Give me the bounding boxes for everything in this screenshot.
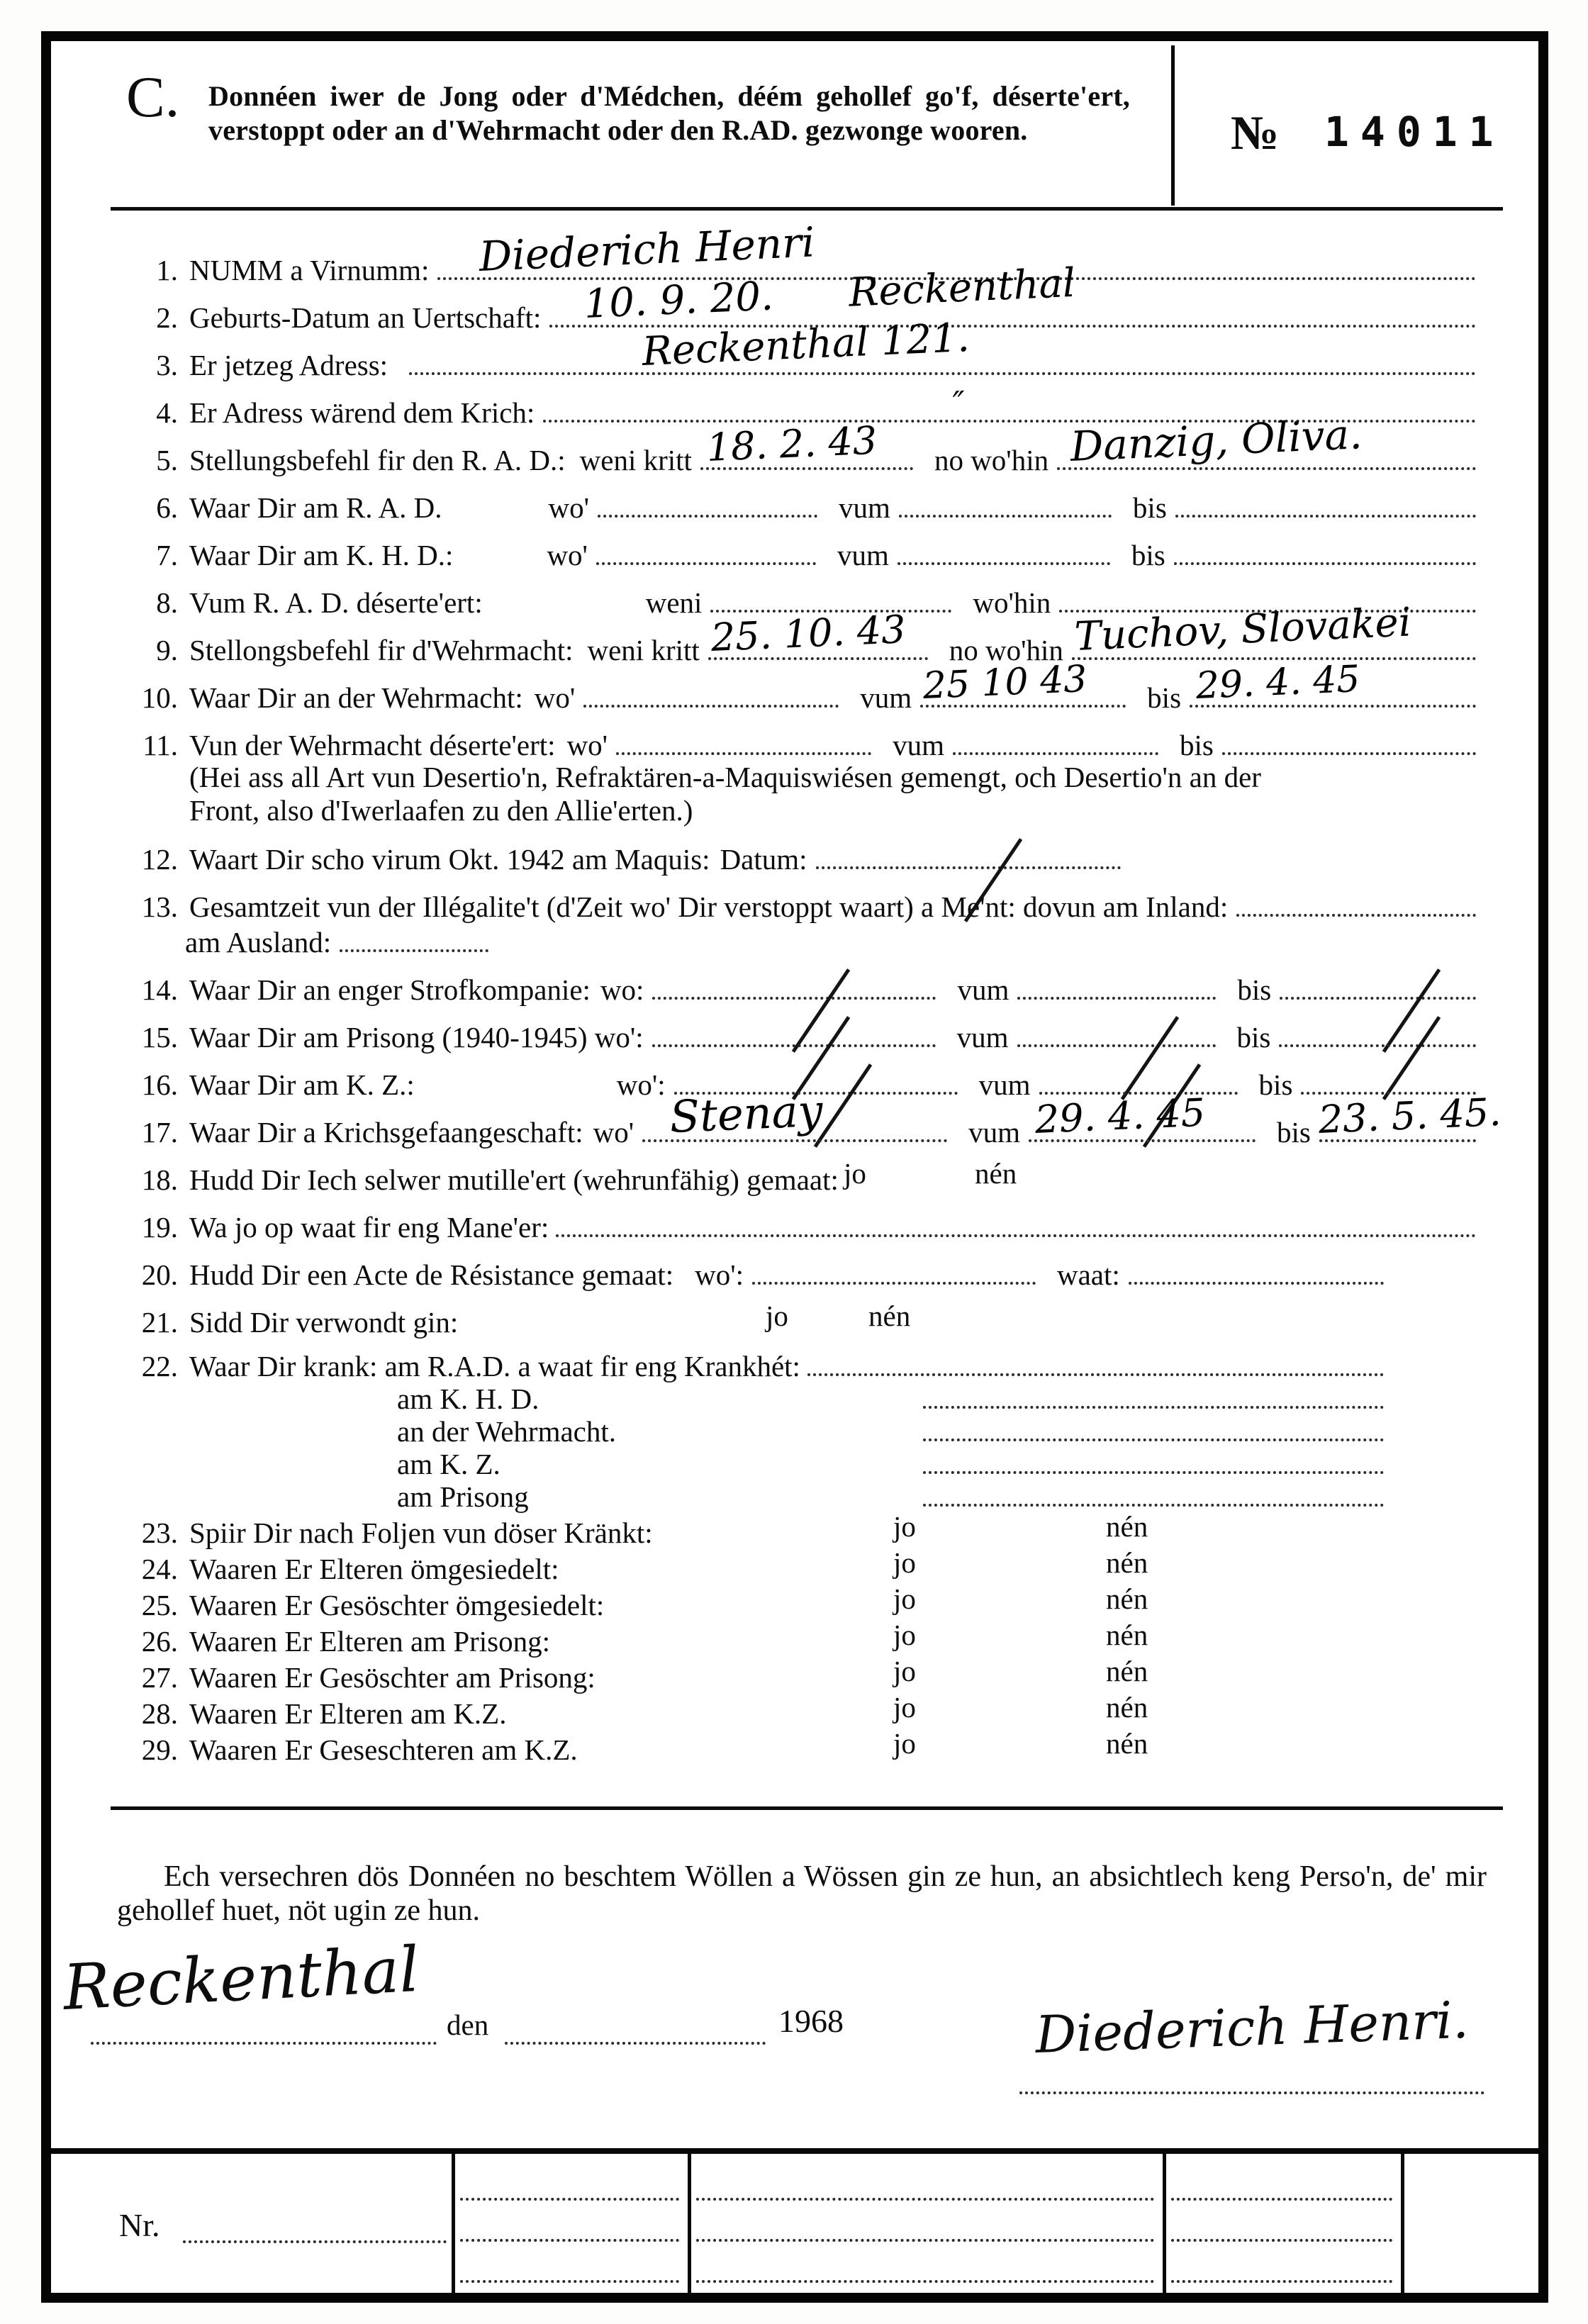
question-label: Er jetzeg Adress: xyxy=(189,348,388,381)
footer-table-dotted-line[interactable] xyxy=(696,2239,1154,2242)
answer-option-nn[interactable]: nén xyxy=(1106,1691,1148,1724)
dotted-fill-line[interactable] xyxy=(652,988,936,1000)
inline-label: bis xyxy=(1179,728,1214,761)
question-number: 23. xyxy=(141,1516,178,1549)
form-subrow xyxy=(117,1414,1482,1447)
form-row-29 xyxy=(117,1729,1482,1765)
question-sublabel: am K. Z. xyxy=(397,1447,501,1480)
dotted-fill-line[interactable] xyxy=(598,506,817,518)
question-number: 24. xyxy=(141,1552,178,1585)
question-number: 15. xyxy=(141,1020,178,1054)
footer-table-vline xyxy=(1163,2154,1166,2293)
question-label: Waar Dir am K. Z.: xyxy=(189,1068,415,1101)
dotted-fill-line[interactable] xyxy=(807,1365,1384,1376)
inline-label: wo'hin xyxy=(973,586,1051,619)
place-signature-line[interactable] xyxy=(91,2042,437,2045)
dotted-fill-line[interactable] xyxy=(920,657,1126,708)
dotted-fill-line[interactable] xyxy=(549,259,1476,328)
form-row-12 xyxy=(117,827,1482,875)
question-number: 1. xyxy=(156,253,178,286)
question-label: Waar Dir an enger Strofkompanie: xyxy=(189,973,591,1006)
inline-label: wo' xyxy=(547,538,588,571)
inline-label: wo' xyxy=(593,1115,634,1149)
handwritten-entry: 10. 9. 20. Reckenthal xyxy=(583,259,1077,328)
inline-label: bis xyxy=(1131,538,1165,571)
question-number: 22. xyxy=(141,1349,178,1382)
handwritten-entry: Reckenthal 121. xyxy=(641,314,971,375)
question-number: 6. xyxy=(156,491,178,524)
question-label: Waaren Er Elteren am Prisong: xyxy=(189,1624,551,1658)
answer-option-nn[interactable]: nén xyxy=(868,1300,911,1332)
answer-option-nn[interactable]: nén xyxy=(1106,1655,1148,1687)
form-row-21 xyxy=(117,1290,1482,1338)
answer-option-jo[interactable]: jo xyxy=(766,1300,788,1332)
handwritten-signature: Diederich Henri. xyxy=(1034,1989,1470,2065)
question-number: 25. xyxy=(141,1588,178,1621)
form-row-20 xyxy=(117,1243,1482,1290)
question-number: 29. xyxy=(141,1733,178,1766)
answer-option-nn[interactable]: nén xyxy=(975,1157,1017,1190)
dotted-fill-line[interactable] xyxy=(1317,1089,1502,1142)
form-serial-number: 14011 xyxy=(1324,108,1505,156)
form-row-27 xyxy=(117,1657,1482,1693)
answer-option-nn[interactable]: nén xyxy=(1106,1546,1148,1579)
dotted-fill-line[interactable] xyxy=(1174,554,1476,565)
answer-option-nn[interactable]: nén xyxy=(1106,1727,1148,1760)
declaration-rule xyxy=(111,1806,1503,1810)
name-signature-line[interactable] xyxy=(1019,2091,1484,2094)
form-questions xyxy=(117,218,1502,1766)
inline-label: bis xyxy=(1132,491,1167,524)
dotted-fill-line[interactable] xyxy=(340,941,488,952)
question-number: 4. xyxy=(156,396,178,429)
form-subrow xyxy=(117,1480,1482,1512)
handwritten-entry: 29. 4. 45 xyxy=(1034,1090,1207,1142)
question-label: Sidd Dir verwondt gin: xyxy=(189,1305,459,1339)
dotted-fill-line[interactable] xyxy=(816,858,1121,869)
inline-label: wo': xyxy=(695,1258,744,1291)
handwritten-entry: Danzig, Oliva. xyxy=(1069,410,1363,471)
handwritten-entry: 25. 10. 43 xyxy=(710,607,907,660)
inline-label: bis xyxy=(1147,681,1182,714)
form-title: Donnéen iwer de Jong oder d'Médchen, déém gehollef go'f, déserte'ert, verstoppt oder an d'Wehrmacht oder den R.AD. gezwonge wooren. xyxy=(208,80,1130,146)
form-subrow xyxy=(117,1382,1482,1414)
dotted-fill-line[interactable] xyxy=(923,1430,1384,1441)
form-row-7 xyxy=(117,523,1482,571)
question-number: 8. xyxy=(156,586,178,619)
footer-table-vline xyxy=(688,2154,691,2293)
question-number: 20. xyxy=(141,1258,178,1291)
dotted-fill-line[interactable] xyxy=(1072,599,1476,660)
answer-option-jo[interactable]: jo xyxy=(893,1691,916,1724)
inline-label: no wo'hin xyxy=(949,633,1063,666)
form-row-15 xyxy=(117,1005,1482,1053)
question-note-line: (Hei ass all Art vun Desertio'n, Refraktären-a-Maquiswiésen gemengt, och Desertio'n an der xyxy=(189,761,1261,793)
footer-table-dotted-line[interactable] xyxy=(696,2198,1154,2201)
inline-label: wo' xyxy=(566,728,608,761)
question-number: 17. xyxy=(141,1115,178,1149)
year-label: 1968 xyxy=(778,2003,844,2039)
dotted-fill-line[interactable] xyxy=(1029,1090,1256,1142)
question-sublabel: am K. H. D. xyxy=(397,1382,539,1415)
footer-table-dotted-line[interactable] xyxy=(460,2198,679,2201)
question-label: Er Adress wärend dem Krich: xyxy=(189,396,535,429)
question-number: 7. xyxy=(156,538,178,571)
inline-label: bis xyxy=(1237,973,1272,1006)
footer-table-dotted-line[interactable] xyxy=(1171,2239,1392,2242)
question-number: 27. xyxy=(141,1660,178,1694)
dotted-fill-line[interactable] xyxy=(596,554,816,565)
inline-label: weni kritt xyxy=(587,633,700,666)
question-label: Wa jo op waat fir eng Mane'er: xyxy=(189,1210,549,1244)
dotted-fill-line[interactable] xyxy=(899,506,1112,518)
answer-option-jo[interactable]: jo xyxy=(893,1510,916,1543)
handwritten-place: Reckenthal xyxy=(61,1932,421,2024)
inline-label: bis xyxy=(1258,1068,1293,1101)
question-number: 2. xyxy=(156,301,178,334)
answer-option-jo[interactable]: jo xyxy=(893,1727,916,1760)
dotted-fill-line[interactable] xyxy=(642,1084,947,1143)
dotted-fill-line[interactable] xyxy=(556,1226,1476,1237)
form-row-22 xyxy=(117,1338,1482,1382)
form-row-6 xyxy=(117,476,1482,523)
dotted-fill-line[interactable] xyxy=(1057,410,1476,471)
inline-label: bis xyxy=(1277,1115,1311,1149)
answer-option-jo[interactable]: jo xyxy=(893,1619,916,1651)
inline-label: wo: xyxy=(600,973,644,1006)
dotted-fill-line[interactable] xyxy=(923,1463,1384,1474)
dotted-fill-line[interactable] xyxy=(616,744,871,755)
answer-option-nn[interactable]: nén xyxy=(1106,1582,1148,1615)
form-row-10 xyxy=(117,657,1482,714)
answer-option-jo[interactable]: jo xyxy=(893,1582,916,1615)
inline-label: vum xyxy=(968,1115,1021,1149)
dotted-fill-line[interactable] xyxy=(1175,506,1476,518)
question-number: 12. xyxy=(141,842,178,876)
form-row-25 xyxy=(117,1582,1482,1621)
handwritten-entry: Tuchov, Slovakei xyxy=(1073,599,1412,660)
dotted-fill-line[interactable] xyxy=(1129,1273,1384,1285)
handwritten-entry: 23. 5. 45. xyxy=(1317,1089,1502,1142)
form-row-14 xyxy=(117,958,1482,1005)
inline-label: vum xyxy=(860,681,912,714)
inline-label: weni xyxy=(645,586,703,619)
question-label: Hudd Dir een Acte de Résistance gemaat: xyxy=(189,1258,674,1291)
dotted-fill-line[interactable] xyxy=(652,1036,936,1047)
question-number: 10. xyxy=(141,681,178,714)
question-label: Waar Dir an der Wehrmacht: xyxy=(189,681,523,714)
question-label: Vum R. A. D. déserte'ert: xyxy=(189,586,483,619)
answer-option-jo[interactable]: jo xyxy=(893,1546,916,1579)
inline-label: wo': xyxy=(616,1068,666,1101)
question-number: 19. xyxy=(141,1210,178,1244)
dotted-fill-line[interactable] xyxy=(752,1273,1036,1285)
handwritten-entry: 25 10 43 xyxy=(922,657,1088,708)
question-number: 26. xyxy=(141,1624,178,1658)
dotted-fill-line[interactable] xyxy=(700,418,913,470)
form-row-13 xyxy=(117,875,1482,922)
dotted-fill-line[interactable] xyxy=(1017,1036,1216,1047)
form-row-23 xyxy=(117,1512,1482,1548)
date-signature-line[interactable] xyxy=(505,2042,766,2045)
footer-table-vline xyxy=(452,2154,455,2293)
inline-label: vum xyxy=(978,1068,1031,1101)
form-row-28 xyxy=(117,1693,1482,1729)
question-number: 16. xyxy=(141,1068,178,1101)
question-label: Waart Dir scho virum Okt. 1942 am Maquis: xyxy=(189,842,710,876)
question-label: Stellungsbefehl fir den R. A. D.: xyxy=(189,443,566,476)
form-row-24 xyxy=(117,1548,1482,1585)
question-label: Vun der Wehrmacht déserte'ert: xyxy=(189,728,556,761)
question-label: Waaren Er Gesöschter am Prisong: xyxy=(189,1660,596,1694)
dotted-fill-line[interactable] xyxy=(1236,905,1476,917)
footer-table-dotted-line[interactable] xyxy=(696,2280,1154,2283)
inline-label: bis xyxy=(1236,1020,1271,1054)
footer-table-vline xyxy=(1401,2154,1404,2293)
question-label: Stellongsbefehl fir d'Wehrmacht: xyxy=(189,633,574,666)
question-sublabel: am Ausland: xyxy=(185,925,332,959)
dotted-fill-line[interactable] xyxy=(953,744,1158,755)
inline-label: wo' xyxy=(548,491,590,524)
form-row-26 xyxy=(117,1621,1482,1657)
handwritten-entry: 18. 2. 43 xyxy=(705,418,878,470)
section-letter: C. xyxy=(126,65,180,129)
answer-option-jo[interactable]: jo xyxy=(893,1655,916,1687)
question-number: 3. xyxy=(156,348,178,381)
inline-label: vum xyxy=(893,728,944,761)
footer-table-dotted-line[interactable] xyxy=(460,2280,679,2283)
dotted-fill-line[interactable] xyxy=(1017,988,1216,1000)
inline-label: vum xyxy=(839,491,890,524)
numero-sign: № xyxy=(1231,106,1280,160)
handwritten-entry: Stenay xyxy=(669,1084,824,1143)
question-number: 11. xyxy=(142,728,178,761)
dotted-fill-line[interactable] xyxy=(1280,988,1476,1000)
inline-label: vum xyxy=(957,973,1010,1006)
question-label: Hudd Dir Iech selwer mutille'ert (wehrunfähig) gemaat: xyxy=(189,1163,839,1196)
handwritten-entry: ″ xyxy=(952,384,966,423)
answer-option-nn[interactable]: nén xyxy=(1106,1619,1148,1651)
footer-table-dotted-line[interactable] xyxy=(460,2239,679,2242)
form-row-11 xyxy=(117,713,1482,761)
question-number: 18. xyxy=(141,1163,178,1196)
question-number: 28. xyxy=(141,1697,178,1730)
footer-table-top-rule xyxy=(51,2148,1547,2154)
dotted-fill-line[interactable] xyxy=(708,607,928,660)
question-label: Waar Dir am K. H. D.: xyxy=(189,538,454,571)
footer-table-dotted-line[interactable] xyxy=(1171,2280,1392,2283)
nr-label: Nr. xyxy=(119,2207,160,2243)
dotted-fill-line[interactable] xyxy=(1222,744,1476,755)
form-subrow xyxy=(117,1447,1482,1480)
dotted-fill-line[interactable] xyxy=(923,1495,1384,1507)
date-den-label: den xyxy=(447,2009,489,2041)
question-label: Waar Dir krank: am R.A.D. a waat fir eng Krankhét: xyxy=(189,1349,800,1382)
question-number: 13. xyxy=(141,890,178,923)
question-label: NUMM a Virnumm: xyxy=(189,253,430,286)
form-row-continuation xyxy=(117,922,1482,958)
inline-label: vum xyxy=(956,1020,1009,1054)
question-number: 5. xyxy=(156,443,178,476)
dotted-fill-line[interactable] xyxy=(1279,1036,1476,1047)
question-number: 21. xyxy=(141,1305,178,1339)
inline-label: weni kritt xyxy=(579,443,692,476)
question-label: Waar Dir a Krichsgefaangeschaft: xyxy=(189,1115,583,1149)
dotted-fill-line[interactable] xyxy=(1190,657,1476,708)
inline-label: vum xyxy=(837,538,889,571)
header-divider-line xyxy=(1171,45,1175,206)
dotted-fill-line[interactable] xyxy=(898,554,1110,565)
question-label: Waaren Er Elteren am K.Z. xyxy=(189,1697,507,1730)
question-note-line: Front, also d'Iwerlaafen zu den Allie'erten.) xyxy=(189,794,693,827)
inline-label: wo' xyxy=(534,681,576,714)
dotted-fill-line[interactable] xyxy=(583,696,839,708)
handwritten-entry: Diederich Henri xyxy=(478,218,817,281)
nr-fill-line[interactable] xyxy=(183,2240,447,2243)
declaration-text: Ech versechren dös Donnéen no beschtem Wöllen a Wössen gin ze hun, an absichtlech keng Perso'n, de' mir gehollef huet, nöt ugin ze hun. xyxy=(117,1860,1487,1927)
form-row-19 xyxy=(117,1195,1482,1243)
question-number: 9. xyxy=(156,633,178,666)
question-label: Waaren Er Elteren ömgesiedelt: xyxy=(189,1552,559,1585)
question-label: Geburts-Datum an Uertschaft: xyxy=(189,301,542,334)
dotted-fill-line[interactable] xyxy=(923,1397,1384,1409)
answer-option-jo[interactable]: jo xyxy=(844,1157,866,1190)
inline-label: Datum: xyxy=(720,842,807,876)
question-label: Waar Dir am Prisong (1940-1945) wo': xyxy=(189,1020,644,1054)
question-sublabel: an der Wehrmacht. xyxy=(397,1414,617,1448)
question-label: Waar Dir am R. A. D. xyxy=(189,491,442,524)
answer-option-nn[interactable]: nén xyxy=(1106,1510,1148,1543)
handwritten-entry: 29. 4. 45 xyxy=(1195,657,1361,708)
form-row-18 xyxy=(117,1148,1482,1195)
question-label: Waaren Er Geseschteren am K.Z. xyxy=(189,1733,578,1766)
dotted-fill-line[interactable] xyxy=(409,314,1476,375)
inline-label: waat: xyxy=(1056,1258,1120,1291)
header-rule xyxy=(111,207,1503,211)
question-label: Gesamtzeit vun der Illégalite't (d'Zeit wo' Dir verstoppt waart) a Me'nt: dovun am Inland: xyxy=(189,890,1229,923)
question-label: Waaren Er Gesöschter ömgesiedelt: xyxy=(189,1588,605,1621)
footer-table-dotted-line[interactable] xyxy=(1171,2198,1392,2201)
question-sublabel: am Prisong xyxy=(397,1480,529,1513)
question-label: Spiir Dir nach Foljen vun döser Kränkt: xyxy=(189,1516,653,1549)
question-number: 14. xyxy=(141,973,178,1006)
inline-label: no wo'hin xyxy=(934,443,1049,476)
